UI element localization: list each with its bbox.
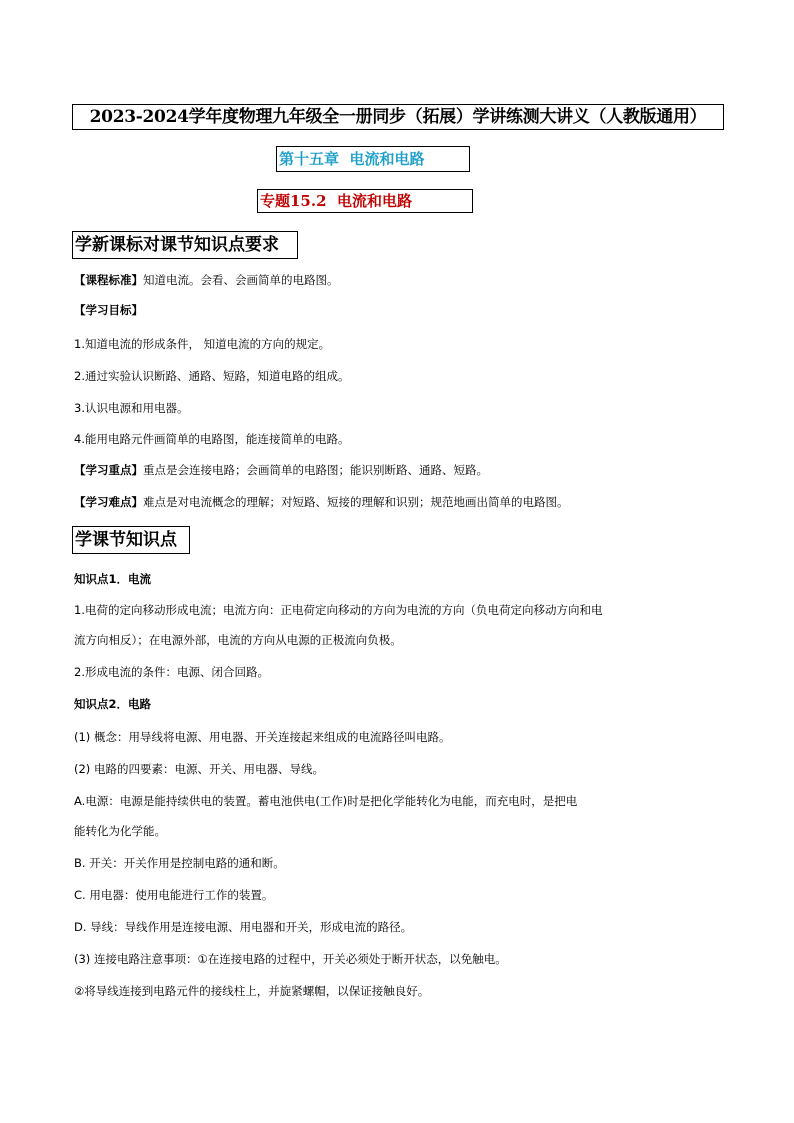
topic-title: 专题15.2 电流和电路: [257, 189, 473, 213]
goal-item: 1.知道电流的形成条件， 知道电流的方向的规定。: [74, 337, 331, 351]
standard-text: 知道电流。会看、会画简单的电路图。: [143, 273, 339, 287]
paragraph-line: C. 用电器：使用电能进行工作的装置。: [74, 888, 274, 902]
paragraph-line: (3) 连接电路注意事项：①在连接电路的过程中，开关必须处于断开状态，以免触电。: [74, 952, 507, 966]
paragraph-line: (1) 概念：用导线将电源、用电器、开关连接起来组成的电流路径叫电路。: [74, 730, 451, 744]
paragraph-line: 1.电荷的定向移动形成电流；电流方向：正电荷定向移动的方向为电流的方向（负电荷定向移动方向和电: [74, 603, 603, 617]
goal-item: 3.认识电源和用电器。: [74, 401, 189, 415]
paragraph-line: 2.形成电流的条件：电源、闭合回路。: [74, 665, 269, 679]
curriculum-standard: [74, 272, 339, 288]
key-label: 【学习重点】: [74, 463, 143, 477]
paragraph-line: D. 导线：导线作用是连接电源、用电器和开关，形成电流的路径。: [74, 920, 413, 934]
paragraph-line: 能转化为化学能。: [74, 824, 166, 838]
paragraph-line: (2) 电路的四要素：电源、开关、用电器、导线。: [74, 762, 324, 776]
knowledge-point-title: 知识点2．电路: [74, 697, 152, 711]
chapter-title: 第十五章 电流和电路: [276, 146, 470, 172]
standard-label: 【课程标准】: [74, 273, 143, 287]
key-text: 重点是会连接电路；会画简单的电路图；能识别断路、通路、短路。: [143, 463, 488, 477]
paragraph-line: B. 开关：开关作用是控制电路的通和断。: [74, 856, 285, 870]
difficult-points: [74, 494, 569, 510]
goals-label: 【学习目标】: [74, 303, 143, 317]
goal-item: 2.通过实验认识断路、通路、短路，知道电路的组成。: [74, 369, 350, 383]
key-points: [74, 462, 488, 478]
paragraph-line: ②将导线连接到电路元件的接线柱上，并旋紧螺帽，以保证接触良好。: [74, 984, 430, 998]
difficult-text: 难点是对电流概念的理解；对短路、短接的理解和识别；规范地画出简单的电路图。: [143, 495, 569, 509]
goal-item: 4.能用电路元件画简单的电路图，能连接简单的电路。: [74, 432, 350, 446]
difficult-label: 【学习难点】: [74, 495, 143, 509]
section-heading-requirements: 学新课标对课节知识点要求: [72, 231, 298, 259]
paragraph-line: A.电源：电源是能持续供电的装置。蓄电池供电(工作)时是把化学能转化为电能，而充电时，是把电: [74, 794, 578, 808]
paragraph-line: 流方向相反）；在电源外部，电流的方向从电源的正极流向负极。: [74, 633, 402, 647]
section-heading-knowledge: 学课节知识点: [72, 526, 190, 554]
document-title: 2023-2024学年度物理九年级全一册同步（拓展）学讲练测大讲义（人教版通用）: [72, 104, 724, 130]
knowledge-point-title: 知识点1．电流: [74, 572, 152, 586]
